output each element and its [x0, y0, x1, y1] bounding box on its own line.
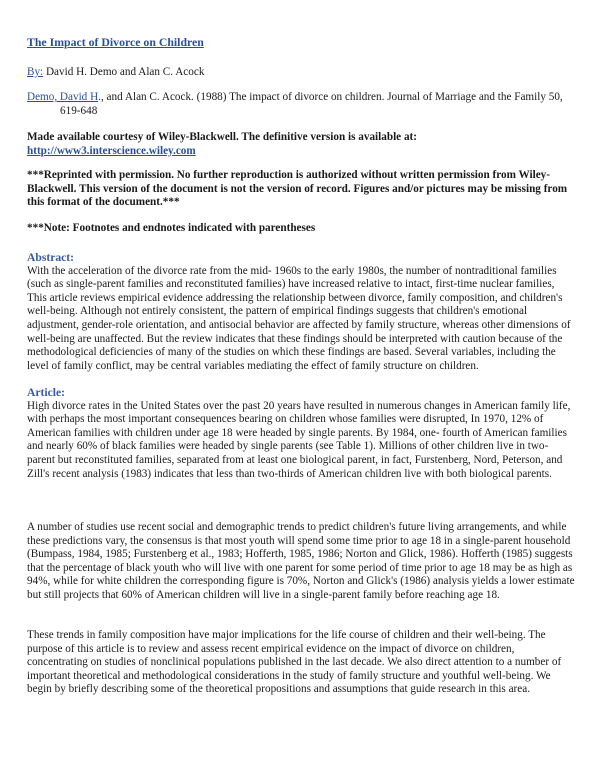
byline-prefix[interactable]: By: — [27, 66, 44, 78]
byline-authors: David H. Demo and Alan C. Acock — [43, 66, 205, 78]
publisher-url-link[interactable]: http://www3.interscience.wiley.com — [27, 144, 196, 157]
article-heading: Article: — [27, 386, 65, 399]
article-paragraph: High divorce rates in the United States over the past 20 years have resulted in numerous changes in American family life, with perhaps the most important consequences bearing on children whose families were disrupted, In 1970, 12% of American families with children under age 18 were headed by single parents. By 1984, one- fourth of American families and nearly 60% of black families were headed by single parents (see Table 1). Millions of other children live in two- parent but reconstituted families, separated from at least one biological parent, in fact, Furstenberg, Nord, Peterson, and Zill's recent analysis (1983) indicates that less than two-thirds of American children live with both biological parents. — [27, 399, 571, 480]
document-title[interactable] — [27, 36, 575, 50]
footnote-notice: ***Note: Footnotes and endnotes indicated with parentheses — [27, 222, 316, 234]
byline — [27, 66, 575, 80]
abstract-heading: Abstract: — [27, 251, 75, 264]
reprint-notice: ***Reprinted with permission. No further reproduction is authorized without written permission from Wiley-Blackwell. This version of the document is not the version of record. Figures and/or pictures may be missing from this format of the document.*** — [27, 169, 568, 209]
courtesy-notice — [27, 131, 575, 158]
citation-text: ., and Alan C. Acock. (1988) The impact of divorce on children. Journal of Marriage and the Family 50, 619-648 — [60, 91, 563, 117]
abstract-section — [27, 251, 575, 373]
abstract-text: With the acceleration of the divorce rate from the mid- 1960s to the early 1980s, the number of nontraditional families (such as single-parent families and reconstituted families) have increased relative to intact, first-time nuclear families, This article reviews empirical evidence addressing the relationship between divorce, family composition, and children's well-being. Although not entirely consistent, the pattern of empirical findings suggests that children's emotional adjustment, gender-role orientation, and antisocial behavior are affected by family structure, whereas other dimensions of well-being are unaffected. But the review indicates that these findings should be interpreted with caution because of the methodological deficiencies of many of the studies on which these findings are based. Several variables, including the level of family conflict, may be central variables mediating the effect of family structure on children. — [27, 264, 571, 372]
article-section — [27, 386, 575, 481]
article-paragraph: A number of studies use recent social and demographic trends to predict children's future living arrangements, and while these predictions vary, the consensus is that most youth will spend some time prior to age 18 in a single-parent household (Bumpass, 1984, 1985; Furstenberg et al., 1983; Hofferth, 1985, 1986; Norton and Glick, 1986). Hofferth (1985) suggests that the percentage of black youth who will live with one parent for some period of time prior to age 18 may be as high as 94%, while for white children the corresponding figure is 70%, Norton and Glick's (1986) analysis yields a lower estimate but still projects that 60% of American children will live in a single-parent family before reaching age 18. — [27, 521, 575, 601]
author-link[interactable]: Demo, David H — [27, 91, 99, 103]
courtesy-text: Made available courtesy of Wiley-Blackwell. The definitive version is available at: — [27, 131, 417, 143]
article-paragraph: These trends in family composition have major implications for the life course of children and their well-being. The purpose of this article is to review and assess recent empirical evidence on the impact of divorce on children, concentrating on studies of nonclinical populations published in the last decade. We also direct attention to a number of important theoretical and methodological considerations in the study of family structure and youthful well-being. We begin by briefly describing some of the theoretical propositions and assumptions that guide research in this area. — [27, 629, 562, 696]
title-link[interactable]: The Impact of Divorce on Children — [27, 35, 204, 49]
citation — [27, 91, 580, 118]
